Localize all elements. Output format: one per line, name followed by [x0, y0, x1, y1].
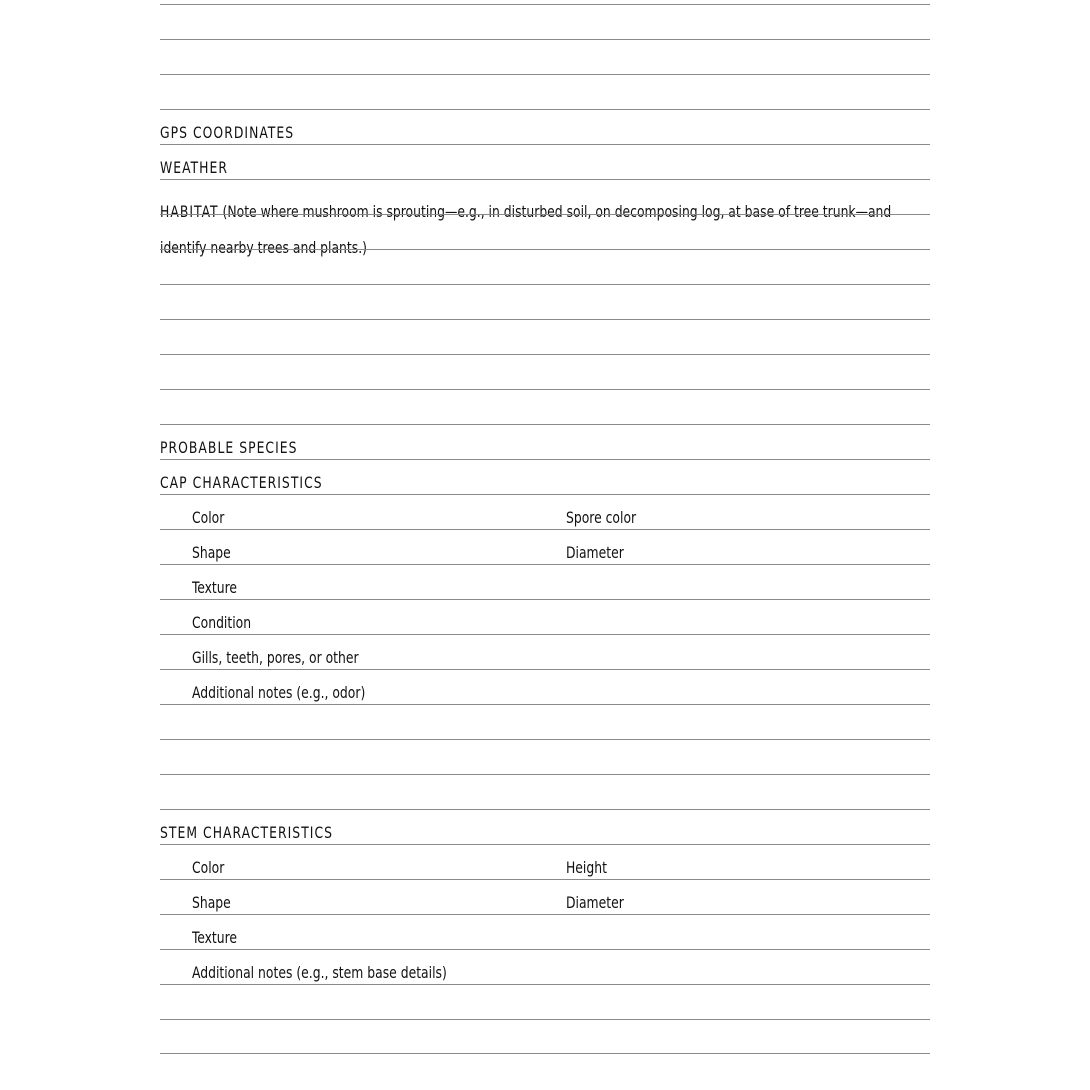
writing-line[interactable] [160, 1019, 930, 1054]
stem-texture-label: Texture [192, 928, 238, 947]
stem-characteristics-line[interactable] [160, 809, 930, 844]
stem-texture-line[interactable] [160, 914, 930, 949]
writing-line[interactable] [160, 774, 930, 809]
mushroom-log-form [160, 4, 930, 1054]
cap-condition-label: Condition [192, 613, 252, 632]
cap-shape-line[interactable] [160, 529, 930, 564]
writing-line[interactable] [160, 214, 930, 249]
writing-line[interactable] [160, 354, 930, 389]
cap-color-line[interactable] [160, 494, 930, 529]
habitat-line[interactable] [160, 179, 930, 257]
writing-line[interactable] [160, 389, 930, 424]
cap-diameter-label: Diameter [566, 543, 624, 562]
probable-species-label: PROBABLE SPECIES [160, 438, 298, 457]
cap-notes-line[interactable] [160, 669, 930, 704]
cap-spore-color-label: Spore color [566, 508, 637, 527]
cap-gills-label: Gills, teeth, pores, or other [192, 648, 359, 667]
writing-line[interactable] [160, 984, 930, 1019]
stem-color-line[interactable] [160, 844, 930, 879]
cap-condition-line[interactable] [160, 599, 930, 634]
weather-line[interactable] [160, 144, 930, 179]
cap-notes-label: Additional notes (e.g., odor) [192, 683, 366, 702]
writing-line[interactable] [160, 39, 930, 74]
cap-characteristics-heading: CAP CHARACTERISTICS [160, 473, 323, 492]
cap-color-label: Color [192, 508, 225, 527]
weather-label: WEATHER [160, 158, 228, 177]
cap-texture-line[interactable] [160, 564, 930, 599]
writing-line[interactable] [160, 4, 930, 39]
stem-notes-label: Additional notes (e.g., stem base details) [192, 963, 447, 982]
stem-color-label: Color [192, 858, 225, 877]
cap-shape-label: Shape [192, 543, 231, 562]
cap-gills-line[interactable] [160, 634, 930, 669]
gps-coordinates-line[interactable] [160, 109, 930, 144]
stem-shape-line[interactable] [160, 879, 930, 914]
stem-height-label: Height [566, 858, 607, 877]
stem-characteristics-heading: STEM CHARACTERISTICS [160, 823, 334, 842]
gps-coordinates-label: GPS COORDINATES [160, 123, 295, 142]
cap-texture-label: Texture [192, 578, 238, 597]
habitat-note: (Note where mushroom is sprouting—e.g., in disturbed soil, on decomposing log, at base of tree trunk—and identify nearby trees and plants.) [160, 202, 892, 257]
writing-line[interactable] [160, 74, 930, 109]
stem-diameter-label: Diameter [566, 893, 624, 912]
writing-line[interactable] [160, 704, 930, 739]
cap-characteristics-line[interactable] [160, 459, 930, 494]
writing-line[interactable] [160, 319, 930, 354]
writing-line[interactable] [160, 739, 930, 774]
habitat-label: HABITAT [160, 202, 219, 221]
writing-line[interactable] [160, 284, 930, 319]
writing-line[interactable] [160, 249, 930, 284]
stem-notes-line[interactable] [160, 949, 930, 984]
probable-species-line[interactable] [160, 424, 930, 459]
stem-shape-label: Shape [192, 893, 231, 912]
